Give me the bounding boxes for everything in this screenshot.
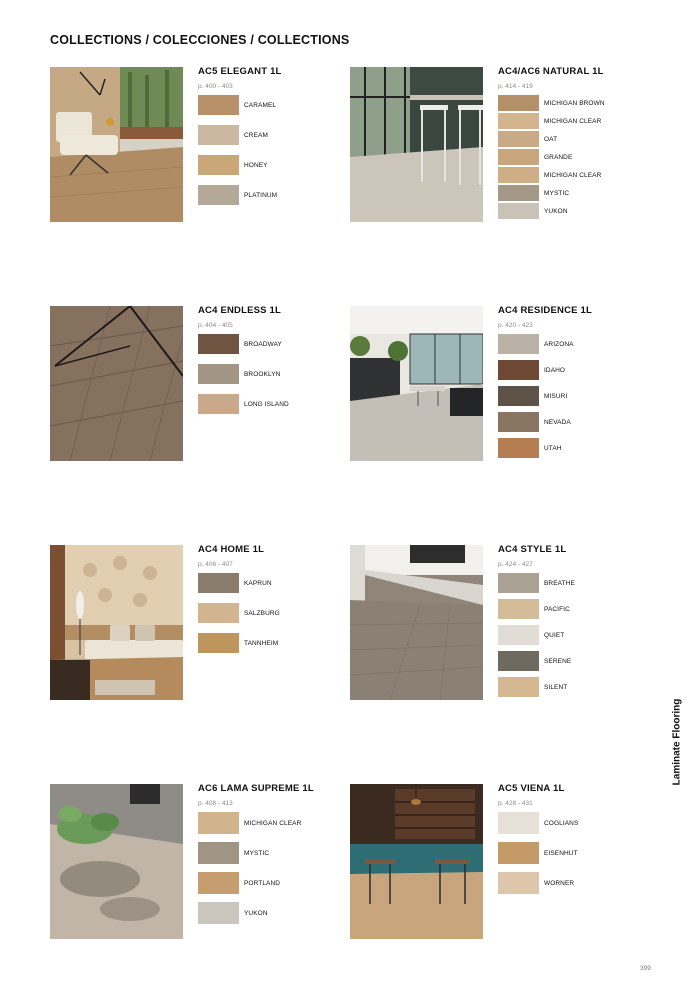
swatch-label: MICHIGAN CLEAR: [244, 819, 302, 827]
swatch-label: YUKON: [244, 909, 268, 917]
collection-viena[interactable]: [350, 784, 650, 944]
wood-swatch: [498, 334, 539, 354]
swatch-item[interactable]: [498, 131, 648, 147]
wood-swatch: [198, 842, 239, 864]
swatch-item[interactable]: [498, 185, 648, 201]
swatch-item[interactable]: [198, 812, 348, 834]
swatch-item[interactable]: [198, 902, 348, 924]
swatch-list: [498, 95, 648, 219]
swatch-item[interactable]: [498, 812, 648, 834]
swatch-item[interactable]: [498, 573, 648, 593]
wood-swatch: [198, 185, 239, 205]
wood-swatch: [498, 412, 539, 432]
wood-swatch: [498, 95, 539, 111]
swatch-label: CARAMEL: [244, 101, 277, 109]
swatch-item[interactable]: [198, 334, 348, 354]
swatch-item[interactable]: [498, 872, 648, 894]
wood-swatch: [198, 573, 239, 593]
page-number: 399: [640, 965, 651, 972]
swatch-list: [198, 812, 348, 924]
swatch-label: NEVADA: [544, 418, 571, 426]
page-range: p. 428 - 431: [498, 800, 533, 807]
swatch-item[interactable]: [198, 633, 348, 653]
wood-swatch: [498, 677, 539, 697]
swatch-item[interactable]: [198, 185, 348, 205]
wood-swatch: [498, 386, 539, 406]
room-photo: [50, 67, 183, 222]
swatch-label: SALZBURG: [244, 609, 280, 617]
swatch-item[interactable]: [498, 438, 648, 458]
swatch-list: [198, 573, 348, 653]
collection-title: AC5 ELEGANT 1L: [198, 66, 282, 77]
wood-swatch: [198, 125, 239, 145]
page-range: p. 408 - 413: [198, 800, 233, 807]
wood-swatch: [498, 625, 539, 645]
swatch-item[interactable]: [498, 334, 648, 354]
room-photo: [350, 306, 483, 461]
room-photo: [50, 784, 183, 939]
swatch-item[interactable]: [198, 573, 348, 593]
swatch-item[interactable]: [198, 155, 348, 175]
collection-lama-supreme[interactable]: [50, 784, 350, 944]
page-range: p. 406 - 407: [198, 561, 233, 568]
wood-swatch: [498, 131, 539, 147]
collection-elegant[interactable]: [50, 67, 350, 227]
swatch-label: LONG ISLAND: [244, 400, 289, 408]
wood-swatch: [198, 603, 239, 623]
collection-title: AC4 RESIDENCE 1L: [498, 305, 592, 316]
wood-swatch: [498, 203, 539, 219]
swatch-label: WORNER: [544, 879, 575, 887]
swatch-item[interactable]: [498, 599, 648, 619]
room-photo: [350, 67, 483, 222]
swatch-item[interactable]: [498, 651, 648, 671]
swatch-item[interactable]: [498, 167, 648, 183]
wood-swatch: [498, 113, 539, 129]
swatch-item[interactable]: [498, 625, 648, 645]
swatch-item[interactable]: [198, 364, 348, 384]
room-photo: [50, 306, 183, 461]
collection-residence[interactable]: [350, 306, 650, 466]
swatch-item[interactable]: [198, 603, 348, 623]
collection-title: AC5 VIENA 1L: [498, 783, 565, 794]
swatch-label: EISENHUT: [544, 849, 578, 857]
swatch-label: QUIET: [544, 631, 565, 639]
wood-swatch: [498, 185, 539, 201]
page-range: p. 420 - 423: [498, 322, 533, 329]
collection-endless[interactable]: [50, 306, 350, 466]
swatch-item[interactable]: [198, 842, 348, 864]
swatch-list: [498, 334, 648, 458]
swatch-label: COGLIANS: [544, 819, 579, 827]
wood-swatch: [498, 438, 539, 458]
swatch-label: MYSTIC: [544, 189, 570, 197]
swatch-label: MICHIGAN CLEAR: [544, 171, 602, 179]
swatch-label: HONEY: [244, 161, 268, 169]
wood-swatch: [198, 902, 239, 924]
swatch-item[interactable]: [498, 842, 648, 864]
swatch-label: OAT: [544, 135, 558, 143]
wood-swatch: [198, 364, 239, 384]
swatch-label: ARIZONA: [544, 340, 574, 348]
swatch-item[interactable]: [198, 125, 348, 145]
wood-swatch: [498, 573, 539, 593]
collection-title: AC4/AC6 NATURAL 1L: [498, 66, 604, 77]
swatch-label: SILENT: [544, 683, 568, 691]
swatch-label: BROOKLYN: [244, 370, 281, 378]
wood-swatch: [198, 633, 239, 653]
collection-title: AC4 ENDLESS 1L: [198, 305, 282, 316]
swatch-label: YUKON: [544, 207, 568, 215]
swatch-label: PLATINUM: [244, 191, 278, 199]
swatch-list: [498, 573, 648, 697]
collection-home[interactable]: [50, 545, 350, 705]
swatch-label: TANNHEIM: [244, 639, 279, 647]
swatch-item[interactable]: [498, 677, 648, 697]
wood-swatch: [498, 651, 539, 671]
wood-swatch: [198, 95, 239, 115]
swatch-list: [198, 334, 348, 414]
swatch-label: CREAM: [244, 131, 268, 139]
wood-swatch: [498, 812, 539, 834]
swatch-item[interactable]: [498, 203, 648, 219]
page-range: p. 400 - 403: [198, 83, 233, 90]
swatch-item[interactable]: [498, 95, 648, 111]
swatch-item[interactable]: [198, 394, 348, 414]
wood-swatch: [198, 334, 239, 354]
swatch-list: [198, 95, 348, 205]
swatch-label: SERENE: [544, 657, 572, 665]
room-photo: [350, 545, 483, 700]
wood-swatch: [498, 599, 539, 619]
swatch-label: PORTLAND: [244, 879, 281, 887]
swatch-item[interactable]: [498, 386, 648, 406]
swatch-label: MICHIGAN BROWN: [544, 99, 605, 107]
swatch-label: IDAHO: [544, 366, 566, 374]
swatch-item[interactable]: [498, 360, 648, 380]
wood-swatch: [498, 842, 539, 864]
swatch-label: MYSTIC: [244, 849, 270, 857]
room-photo: [50, 545, 183, 700]
swatch-list: [498, 812, 648, 894]
swatch-item[interactable]: [498, 149, 648, 165]
wood-swatch: [198, 394, 239, 414]
wood-swatch: [198, 155, 239, 175]
collection-title: AC6 LAMA SUPREME 1L: [198, 783, 314, 794]
swatch-item[interactable]: [498, 113, 648, 129]
collection-title: AC4 STYLE 1L: [498, 544, 567, 555]
wood-swatch: [498, 167, 539, 183]
room-photo: [350, 784, 483, 939]
swatch-label: MISURI: [544, 392, 568, 400]
swatch-label: BROADWAY: [244, 340, 282, 348]
wood-swatch: [498, 872, 539, 894]
collection-style[interactable]: [350, 545, 650, 705]
wood-swatch: [198, 872, 239, 894]
swatch-label: KAPRUN: [244, 579, 272, 587]
swatch-item[interactable]: [498, 412, 648, 432]
swatch-item[interactable]: [198, 95, 348, 115]
section-side-label: Laminate Flooring: [671, 698, 683, 786]
collection-title: AC4 HOME 1L: [198, 544, 265, 555]
swatch-label: UTAH: [544, 444, 562, 452]
page-range: p. 424 - 427: [498, 561, 533, 568]
swatch-label: PACIFIC: [544, 605, 570, 613]
swatch-label: GRANDE: [544, 153, 573, 161]
wood-swatch: [498, 149, 539, 165]
page-range: p. 414 - 419: [498, 83, 533, 90]
page-range: p. 404 - 405: [198, 322, 233, 329]
swatch-label: MICHIGAN CLEAR: [544, 117, 602, 125]
collection-natural[interactable]: [350, 67, 650, 227]
swatch-item[interactable]: [198, 872, 348, 894]
wood-swatch: [498, 360, 539, 380]
swatch-label: BREATHE: [544, 579, 575, 587]
page-title: COLLECTIONS / COLECCIONES / COLLECTIONS: [50, 33, 350, 47]
wood-swatch: [198, 812, 239, 834]
